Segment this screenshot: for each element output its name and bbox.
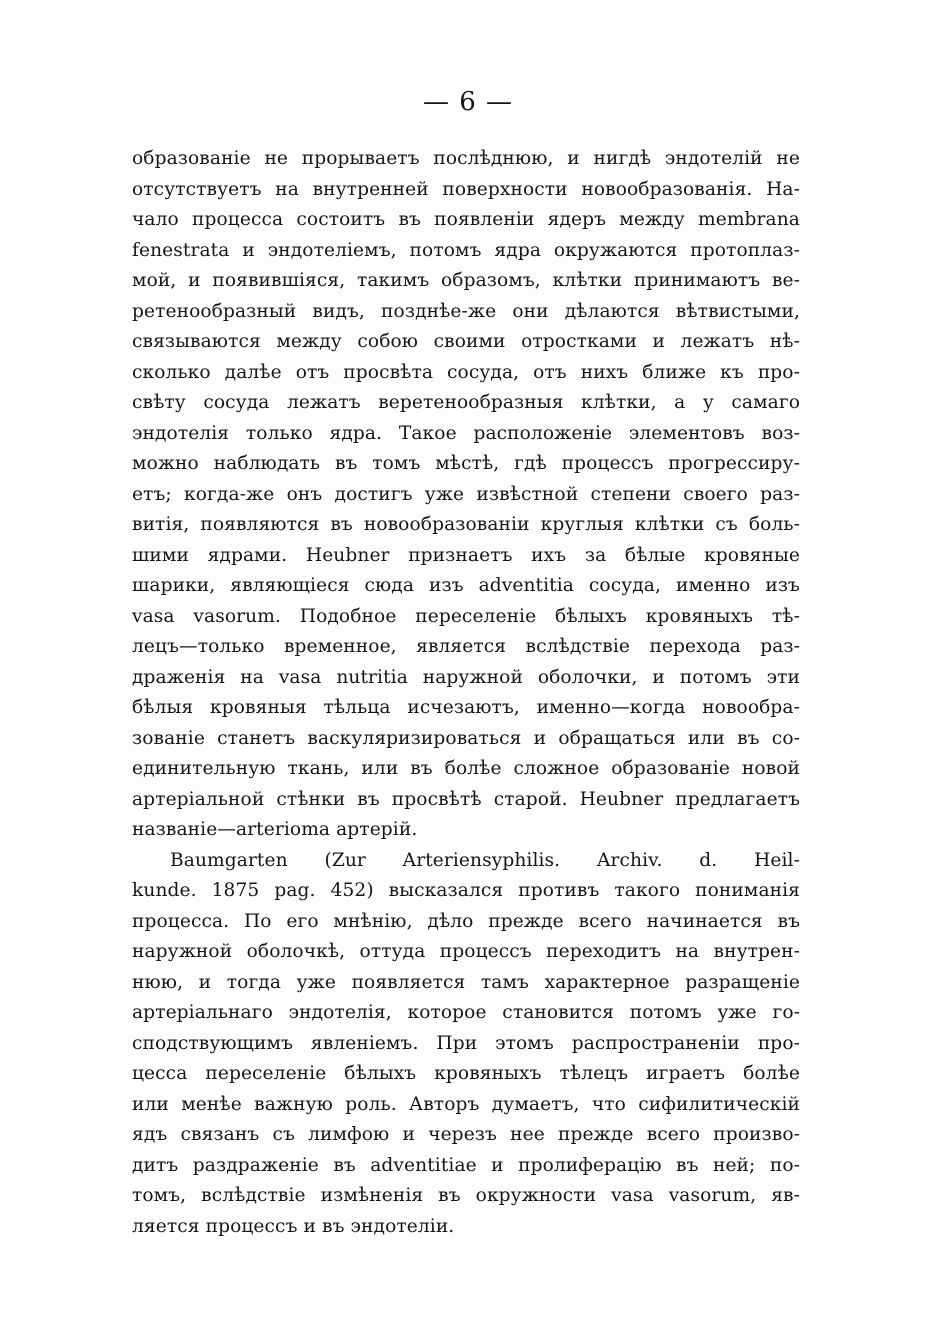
text-line: шарики, являющіеся сюда изъ adventitia сосуда, именно изъ [132, 575, 800, 596]
text-line: бѣлыя кровяныя тѣльца исчезаютъ, именно—когда новообра- [132, 697, 800, 718]
text-line: чало процесса состоитъ въ появленіи ядеръ между membrana [132, 209, 800, 230]
text-line: ретенообразный видъ, позднѣе-же они дѣлаются вѣтвистыми, [132, 300, 800, 322]
text-line: мой, и появившіяся, такимъ образомъ, клѣтки принимаютъ ве- [132, 270, 800, 291]
body-text [132, 144, 800, 1242]
text-line: зованіе станетъ васкуляризироваться и обращаться или въ со- [132, 727, 800, 749]
text-line: артеріальной стѣнки въ просвѣтѣ старой. Heubner предлагаетъ [132, 788, 800, 810]
text-line: fenestrata и эндотеліемъ, потомъ ядра окружаются протоплаз- [132, 239, 800, 261]
text-line: эндотелія только ядра. Такое расположеніе элементовъ воз- [132, 422, 800, 444]
text-line: Baumgarten (Zur Arteriensyphilis. Archiv. d. Heil- [170, 849, 800, 871]
text-line: образованіе не прорываетъ послѣднюю, и нигдѣ эндотелій не [132, 148, 800, 169]
text-line: vasa vasorum. Подобное переселеніе бѣлыхъ кровяныхъ тѣ- [132, 605, 800, 627]
text-line: единительную ткань, или въ болѣе сложное образованіе новой [132, 758, 800, 779]
text-line: артеріальнаго эндотелія, которое становится потомъ уже го- [132, 1002, 800, 1023]
text-line: цесса переселеніе бѣлыхъ кровяныхъ тѣлецъ играетъ болѣе [132, 1063, 800, 1084]
text-line: сподствующимъ явленіемъ. При этомъ распространеніи про- [132, 1032, 800, 1054]
text-line: или менѣе важную роль. Авторъ думаетъ, что сифилитическій [132, 1093, 800, 1115]
text-line: нюю, и тогда уже появляется тамъ характерное разращеніе [132, 971, 800, 993]
text-line: витія, появляются въ новообразованіи круглыя клѣтки съ боль- [132, 514, 800, 535]
paragraph-1 [132, 144, 800, 846]
text-line: ядъ связанъ съ лимфою и черезъ нее прежде всего произво- [132, 1124, 800, 1145]
text-line: етъ; когда-же онъ достигъ уже извѣстной степени своего раз- [132, 483, 800, 505]
page-number: — 6 — [422, 87, 514, 117]
text-line: kunde. 1875 pag. 452) высказался противъ такого пониманія [132, 880, 800, 901]
text-line: дитъ раздраженіе въ adventitiae и пролиферацію въ ней; по- [132, 1154, 800, 1176]
text-line: наружной оболочкѣ, оттуда процессъ переходитъ на внутрен- [132, 941, 800, 962]
text-line: сколько далѣе отъ просвѣта сосуда, отъ нихъ ближе къ про- [132, 361, 800, 383]
text-line: процесса. По его мнѣнію, дѣло прежде всего начинается въ [132, 910, 800, 932]
text-line: томъ, вслѣдствіе измѣненія въ окружности vasa vasorum, яв- [132, 1185, 800, 1206]
text-line: отсутствуетъ на внутренней поверхности новообразованія. На- [132, 178, 800, 200]
paragraph-2 [132, 846, 800, 1243]
text-line: лецъ—только временное, является вслѣдствіе перехода раз- [132, 636, 800, 657]
text-line: свѣту сосуда лежатъ веретенообразныя клѣтки, а у самаго [132, 392, 800, 413]
text-line: ляется процессъ и въ эндотеліи. [132, 1215, 455, 1237]
text-line: связываются между собою своими отростками и лежатъ нѣ- [132, 331, 800, 352]
text-line: шими ядрами. Heubner признаетъ ихъ за бѣлые кровяные [132, 544, 800, 566]
text-line: можно наблюдать въ томъ мѣстѣ, гдѣ процессъ прогрессиру- [132, 453, 800, 474]
text-line: названіе—arterioma артерій. [132, 819, 418, 840]
text-line: драженія на vasa nutritia наружной оболочки, и потомъ эти [132, 666, 800, 688]
